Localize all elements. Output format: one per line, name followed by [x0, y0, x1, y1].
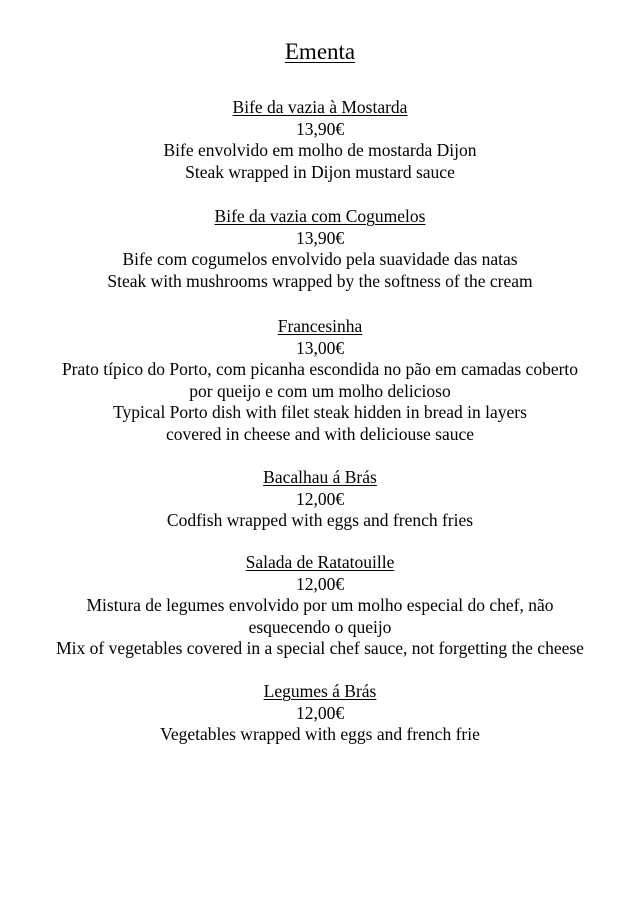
menu-item-francesinha	[0, 316, 640, 445]
menu-item-bacalhau-bras	[0, 467, 640, 532]
menu-item-price: 12,00€	[295, 702, 345, 723]
menu-item-name: Francesinha	[277, 316, 363, 336]
menu-item-name: Bacalhau á Brás	[263, 467, 377, 487]
menu-title: Ementa	[284, 39, 356, 64]
menu-item-name: Legumes á Brás	[263, 681, 377, 701]
menu-item-name: Bife da vazia à Mostarda	[232, 97, 408, 117]
menu-item-price: 13,00€	[295, 337, 345, 358]
menu-item-description-pt: esquecendo o queijo	[248, 616, 392, 637]
menu-item-price: 13,90€	[295, 118, 345, 139]
menu-item-description-pt: Bife envolvido em molho de mostarda Dijon	[163, 140, 477, 160]
menu-item-description-pt: Mistura de legumes envolvido por um molho especial do chef, não	[86, 595, 554, 615]
menu-item-description-pt: Prato típico do Porto, com picanha escondida no pão em camadas coberto	[61, 359, 579, 379]
menu-item-description-en: Codfish wrapped with eggs and french fries	[166, 510, 474, 530]
menu-item-salada-ratatouille	[0, 552, 640, 660]
menu-item-price: 13,90€	[295, 227, 345, 248]
menu-item-legumes-bras	[0, 681, 640, 746]
menu-item-description-en: Steak with mushrooms wrapped by the softness of the cream	[107, 270, 533, 291]
menu-item-description-en: Typical Porto dish with filet steak hidden in bread in layers	[113, 402, 527, 422]
menu-item-description-pt: Bife com cogumelos envolvido pela suavidade das natas	[122, 249, 518, 269]
menu-item-description-en: covered in cheese and with deliciouse sauce	[165, 423, 475, 444]
menu-item-description-en: Vegetables wrapped with eggs and french frie	[160, 724, 480, 744]
menu-item-bife-cogumelos	[0, 206, 640, 292]
menu-item-name: Salada de Ratatouille	[245, 552, 395, 572]
menu-item-description-en: Mix of vegetables covered in a special chef sauce, not forgetting the cheese	[56, 638, 584, 658]
menu-item-description-en: Steak wrapped in Dijon mustard sauce	[185, 161, 455, 182]
menu-item-name: Bife da vazia com Cogumelos	[214, 206, 426, 226]
menu-item-price: 12,00€	[295, 488, 345, 509]
menu-item-bife-mostarda	[0, 97, 640, 183]
menu-item-description-pt: por queijo e com um molho delicioso	[189, 380, 451, 401]
menu-item-price: 12,00€	[295, 573, 345, 594]
